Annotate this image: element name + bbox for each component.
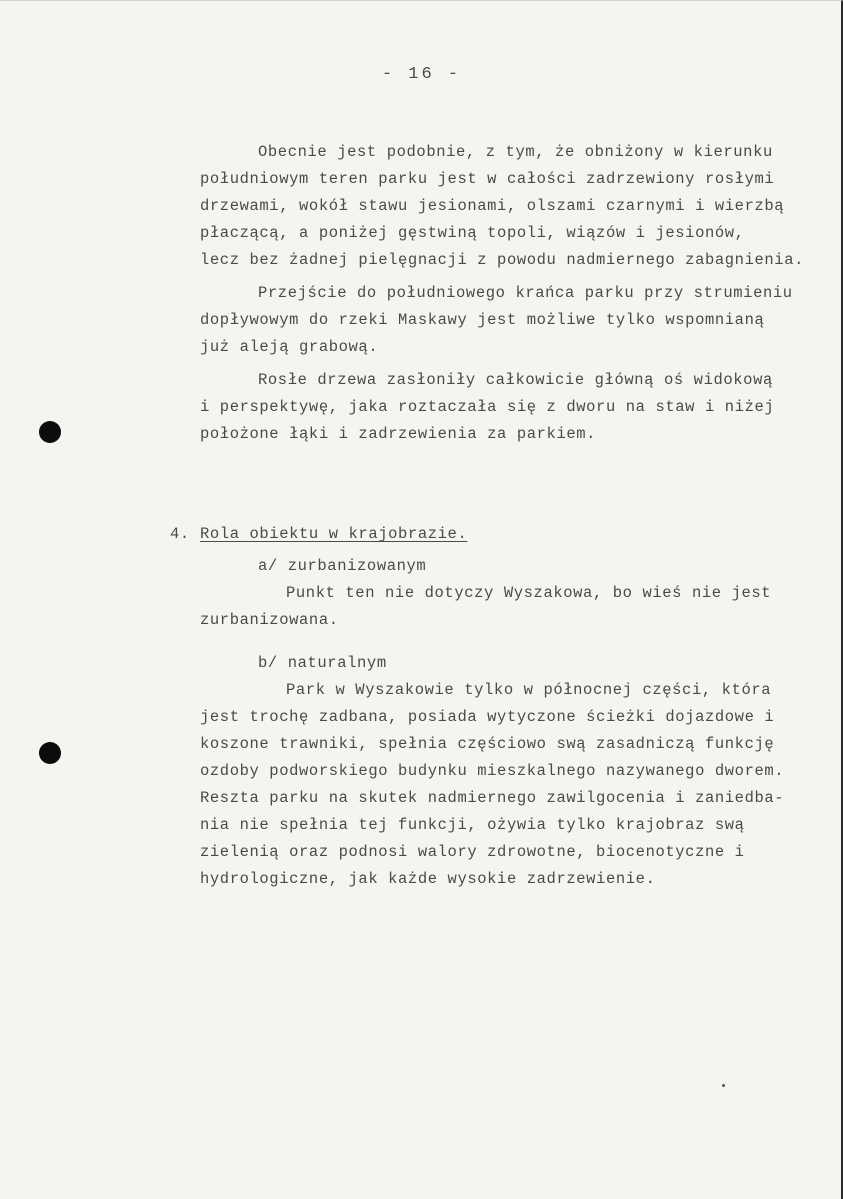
subsection-b-label: b/ naturalnym [258, 654, 387, 672]
subsection-b-line-6: nia nie spełnia tej funkcji, ożywia tylko krajobraz swą [200, 816, 745, 834]
subsection-b-line-2: jest trochę zadbana, posiada wytyczone ścieżki dojazdowe i [200, 708, 775, 726]
paragraph-1-line-4: płaczącą, a poniżej gęstwiną topoli, wiązów i jesionów, [200, 224, 745, 242]
paragraph-3-line-3: położone łąki i zadrzewienia za parkiem. [200, 425, 597, 443]
section-4-number: 4. [170, 525, 190, 543]
punch-hole-bottom [39, 742, 61, 764]
subsection-a-line-1: Punkt ten nie dotyczy Wyszakowa, bo wieś nie jest [286, 584, 772, 602]
punch-hole-top [39, 421, 61, 443]
page-number: - 16 - [381, 65, 462, 84]
paragraph-3-line-2: i perspektywę, jaka roztaczała się z dworu na staw i niżej [200, 398, 775, 416]
subsection-b-line-5: Reszta parku na skutek nadmiernego zawilgocenia i zaniedba- [200, 789, 785, 807]
paragraph-2-line-1: Przejście do południowego krańca parku przy strumieniu [258, 284, 793, 302]
paragraph-2-line-2: dopływowym do rzeki Maskawy jest możliwe tylko wspomnianą [200, 311, 765, 329]
subsection-a-label: a/ zurbanizowanym [258, 557, 427, 575]
paragraph-3-line-1: Rosłe drzewa zasłoniły całkowicie główną oś widokową [258, 371, 773, 389]
paragraph-2-line-3: już aleją grabową. [200, 338, 379, 356]
section-4-heading: Rola obiektu w krajobrazie. [200, 525, 468, 543]
subsection-a-line-2: zurbanizowana. [200, 611, 339, 629]
stray-dot-mark [722, 1084, 725, 1087]
subsection-b-line-3: koszone trawniki, spełnia częściowo swą zasadniczą funkcję [200, 735, 775, 753]
subsection-b-line-1: Park w Wyszakowie tylko w północnej części, która [286, 681, 772, 699]
paragraph-1-line-2: południowym teren parku jest w całości zadrzewiony rosłymi [200, 170, 775, 188]
subsection-b-line-4: ozdoby podworskiego budynku mieszkalnego nazywanego dworem. [200, 762, 785, 780]
paragraph-1-line-5: lecz bez żadnej pielęgnacji z powodu nadmiernego zabagnienia. [200, 251, 804, 269]
subsection-b-line-7: zielenią oraz podnosi walory zdrowotne, biocenotyczne i [200, 843, 745, 861]
paragraph-1-line-1: Obecnie jest podobnie, z tym, że obniżony w kierunku [258, 143, 773, 161]
paragraph-1-line-3: drzewami, wokół stawu jesionami, olszami czarnymi i wierzbą [200, 197, 785, 215]
subsection-b-line-8: hydrologiczne, jak każde wysokie zadrzewienie. [200, 870, 656, 888]
